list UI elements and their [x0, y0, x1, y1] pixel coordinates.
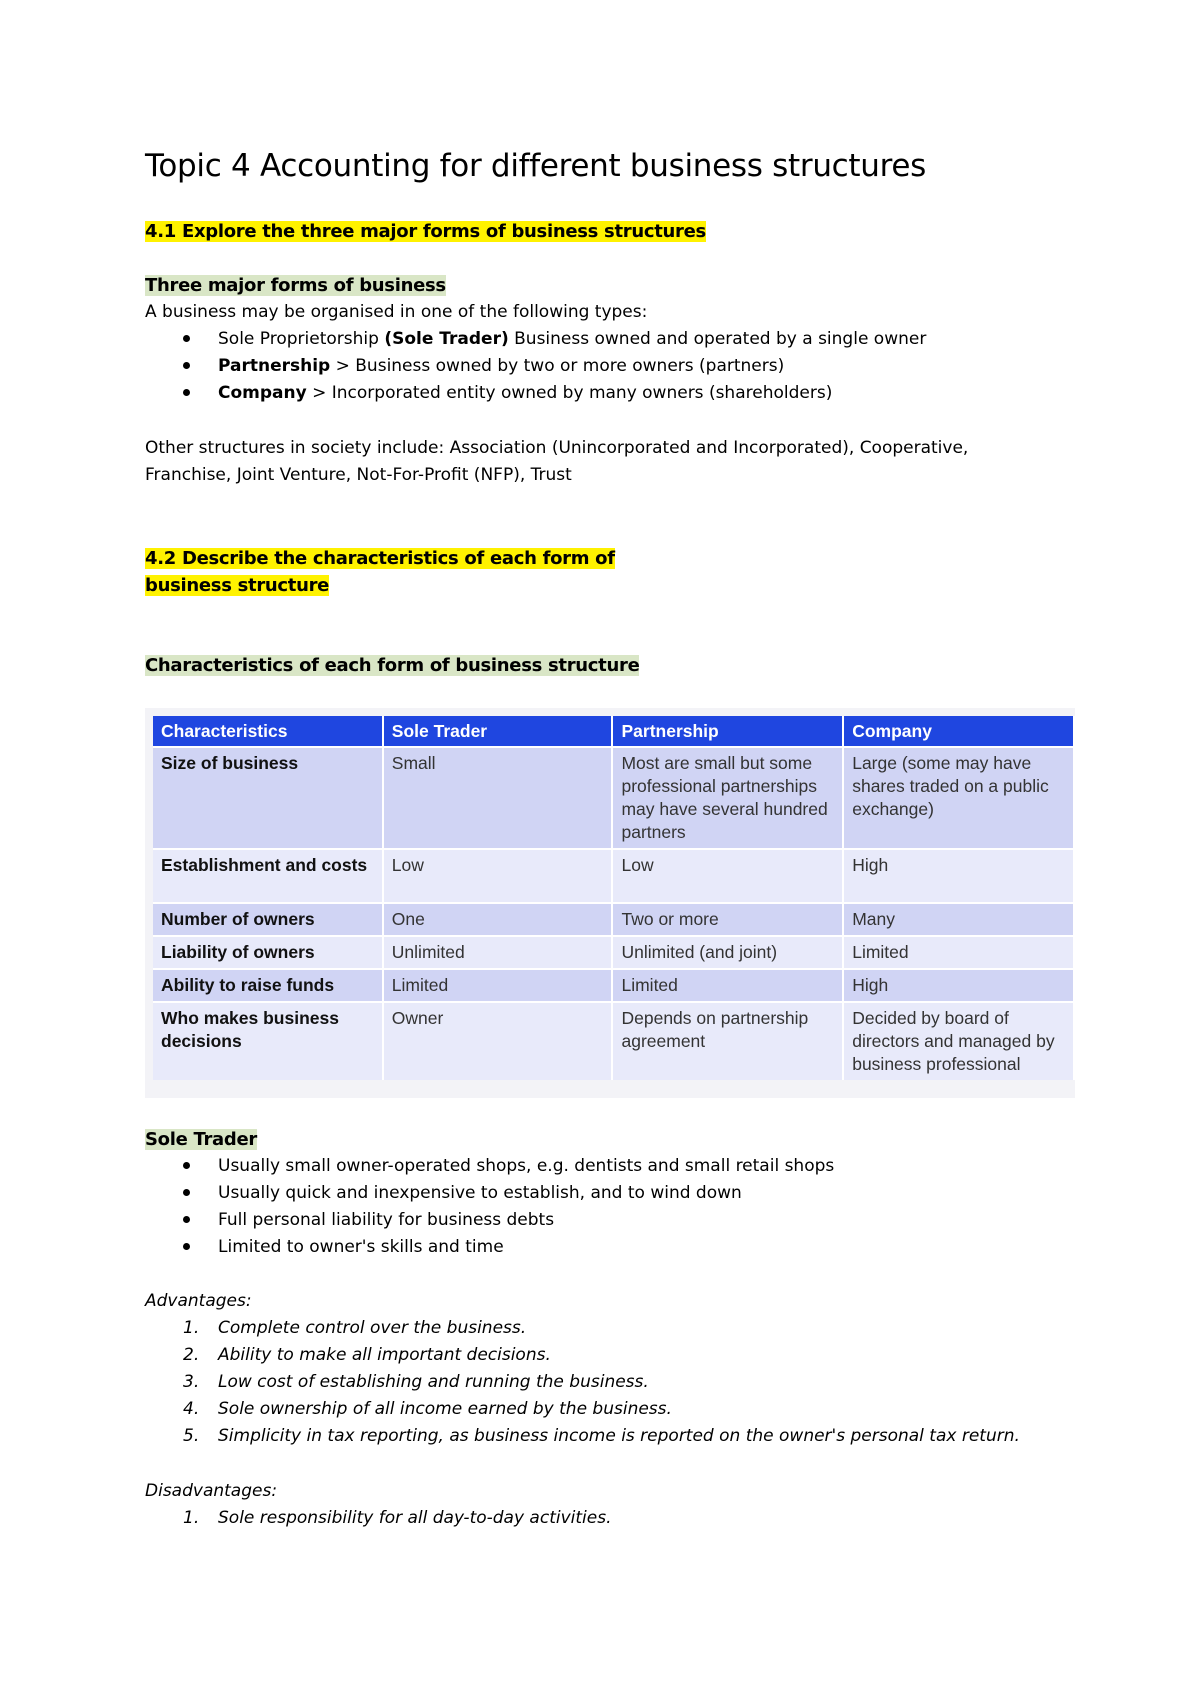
characteristics-table	[153, 716, 1075, 1080]
table-cell: Two or more	[612, 903, 843, 936]
list-item: Full personal liability for business debts	[145, 1207, 834, 1234]
table-cell: Low	[383, 849, 613, 903]
table-cell: Decided by board of directors and managed by business professional	[843, 1002, 1074, 1080]
table-cell: Unlimited	[383, 936, 613, 969]
subheading-sole-trader: Sole Trader	[145, 1129, 257, 1150]
list-item: Company > Incorporated entity owned by many owners (shareholders)	[145, 380, 926, 407]
table-header-row	[153, 716, 1074, 747]
section-heading-4-1: 4.1 Explore the three major forms of business structures	[145, 221, 706, 242]
table-row	[153, 747, 1074, 849]
disadvantages-list	[145, 1505, 611, 1532]
table-row	[153, 849, 1074, 903]
list-item: 5. Simplicity in tax reporting, as business income is reported on the owner's personal tax return.	[183, 1426, 1020, 1446]
table-row	[153, 1002, 1074, 1080]
column-header: Sole Trader	[383, 716, 613, 747]
table-cell: Limited	[612, 969, 843, 1002]
table-cell: High	[843, 849, 1074, 903]
column-header: Company	[843, 716, 1074, 747]
bullet-icon	[183, 362, 190, 369]
table-cell: Owner	[383, 1002, 613, 1080]
other-structures-line-2: Franchise, Joint Venture, Not-For-Profit (NFP), Trust	[145, 465, 572, 485]
table-cell: Liability of owners	[153, 936, 383, 969]
table-cell: Most are small but some professional partnerships may have several hundred partners	[612, 747, 843, 849]
bullet-icon	[183, 1162, 190, 1169]
advantages-label: Advantages:	[145, 1291, 252, 1311]
table-cell: High	[843, 969, 1074, 1002]
table-cell: Who makes business decisions	[153, 1002, 383, 1080]
intro-text: A business may be organised in one of the following types:	[145, 302, 648, 322]
list-item: Limited to owner's skills and time	[145, 1234, 834, 1261]
page-title: Topic 4 Accounting for different business structures	[145, 148, 927, 184]
list-item: 1. Complete control over the business.	[183, 1318, 527, 1338]
bullet-icon	[183, 335, 190, 342]
table-cell: Many	[843, 903, 1074, 936]
characteristics-table-image	[145, 708, 1075, 1098]
table-cell: Low	[612, 849, 843, 903]
table-row	[153, 903, 1074, 936]
subheading-three-major-forms: Three major forms of business	[145, 275, 446, 296]
list-item: Sole Proprietorship (Sole Trader) Business owned and operated by a single owner	[145, 326, 926, 353]
advantages-list	[145, 1315, 1020, 1450]
table-row	[153, 969, 1074, 1002]
bullet-icon	[183, 1216, 190, 1223]
sole-trader-list	[145, 1153, 834, 1261]
table-cell: Depends on partnership agreement	[612, 1002, 843, 1080]
section-heading-4-2-line-2: business structure	[145, 575, 330, 596]
disadvantages-label: Disadvantages:	[145, 1481, 278, 1501]
column-header: Characteristics	[153, 716, 383, 747]
table-cell: Unlimited (and joint)	[612, 936, 843, 969]
table-cell: Small	[383, 747, 613, 849]
bullet-icon	[183, 389, 190, 396]
table-cell: Size of business	[153, 747, 383, 849]
list-item: 4. Sole ownership of all income earned by the business.	[183, 1399, 672, 1419]
list-item: Partnership > Business owned by two or more owners (partners)	[145, 353, 926, 380]
table-cell: Number of owners	[153, 903, 383, 936]
column-header: Partnership	[612, 716, 843, 747]
table-row	[153, 936, 1074, 969]
business-forms-list	[145, 326, 926, 407]
table-cell: Ability to raise funds	[153, 969, 383, 1002]
list-item: Usually small owner-operated shops, e.g. dentists and small retail shops	[145, 1153, 834, 1180]
table-cell: Large (some may have shares traded on a public exchange)	[843, 747, 1074, 849]
bullet-icon	[183, 1243, 190, 1250]
table-cell: Establishment and costs	[153, 849, 383, 903]
bullet-icon	[183, 1189, 190, 1196]
other-structures-line-1: Other structures in society include: Association (Unincorporated and Incorporated), Cooperative,	[145, 438, 969, 458]
list-item: 1. Sole responsibility for all day-to-day activities.	[183, 1508, 612, 1528]
subheading-characteristics: Characteristics of each form of business structure	[145, 655, 640, 676]
list-item: Usually quick and inexpensive to establish, and to wind down	[145, 1180, 834, 1207]
table-cell: Limited	[383, 969, 613, 1002]
list-item: 3. Low cost of establishing and running the business.	[183, 1372, 649, 1392]
list-item: 2. Ability to make all important decisions.	[183, 1345, 551, 1365]
section-heading-4-2-line-1: 4.2 Describe the characteristics of each form of	[145, 548, 615, 569]
table-cell: One	[383, 903, 613, 936]
table-cell: Limited	[843, 936, 1074, 969]
